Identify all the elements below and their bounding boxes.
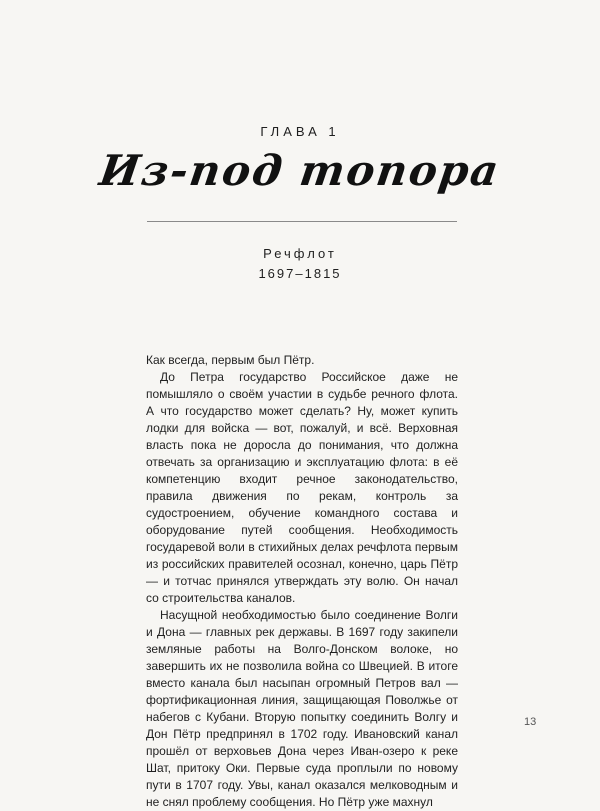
page-number: 13 — [524, 716, 537, 728]
divider-rule — [147, 221, 457, 222]
body-text — [146, 352, 458, 811]
paragraph: Насущной необходимостью было соединение Волги и Дона — главных рек державы. В 1697 году закипели земляные работы на Волго-Донском волоке, но завершить их не позволила война со Швецией. В итоге вместо канала был насыпан огромный Петров вал — фортификационная линия, защищающая Поволжье от набегов с Кубани. Вторую попытку соединить Волгу и Дон Пётр предпринял в 1702 году. Ивановский канал прошёл от верховьев Дона через Иван-озеро к реке Шат, притоку Оки. Первые суда проплыли по новому пути в 1707 году. Увы, канал оказался мелководным и не снял проблему сообщения. Но Пётр уже махнул — [146, 608, 458, 809]
paragraph: Как всегда, первым был Пётр. — [146, 353, 315, 367]
chapter-title: Из-под топора — [96, 146, 504, 195]
paragraph: До Петра государство Российское даже не помышляло о своём участии в судьбе речного флота. А что государство может сделать? Ну, может купить лодки для войска — вот, пожалуй, и всё. Верховная власть пока не доросла до понимания, что должна отвечать за организацию и эксплуатацию флота: в её компетенцию входит речное законодательство, правила движения по рекам, контроль за судостроением, обучение командного состава и оборудование путей сообщения. Необходимость государевой воли в стихийных делах речфлота первым из российских правителей осознал, конечно, царь Пётр — и тотчас принялся утверждать эту волю. Он начал со строительства каналов. — [146, 370, 458, 605]
section-years: 1697–1815 — [258, 266, 342, 281]
section-title: Речфлот — [263, 246, 337, 261]
chapter-label: ГЛАВА 1 — [260, 124, 340, 139]
